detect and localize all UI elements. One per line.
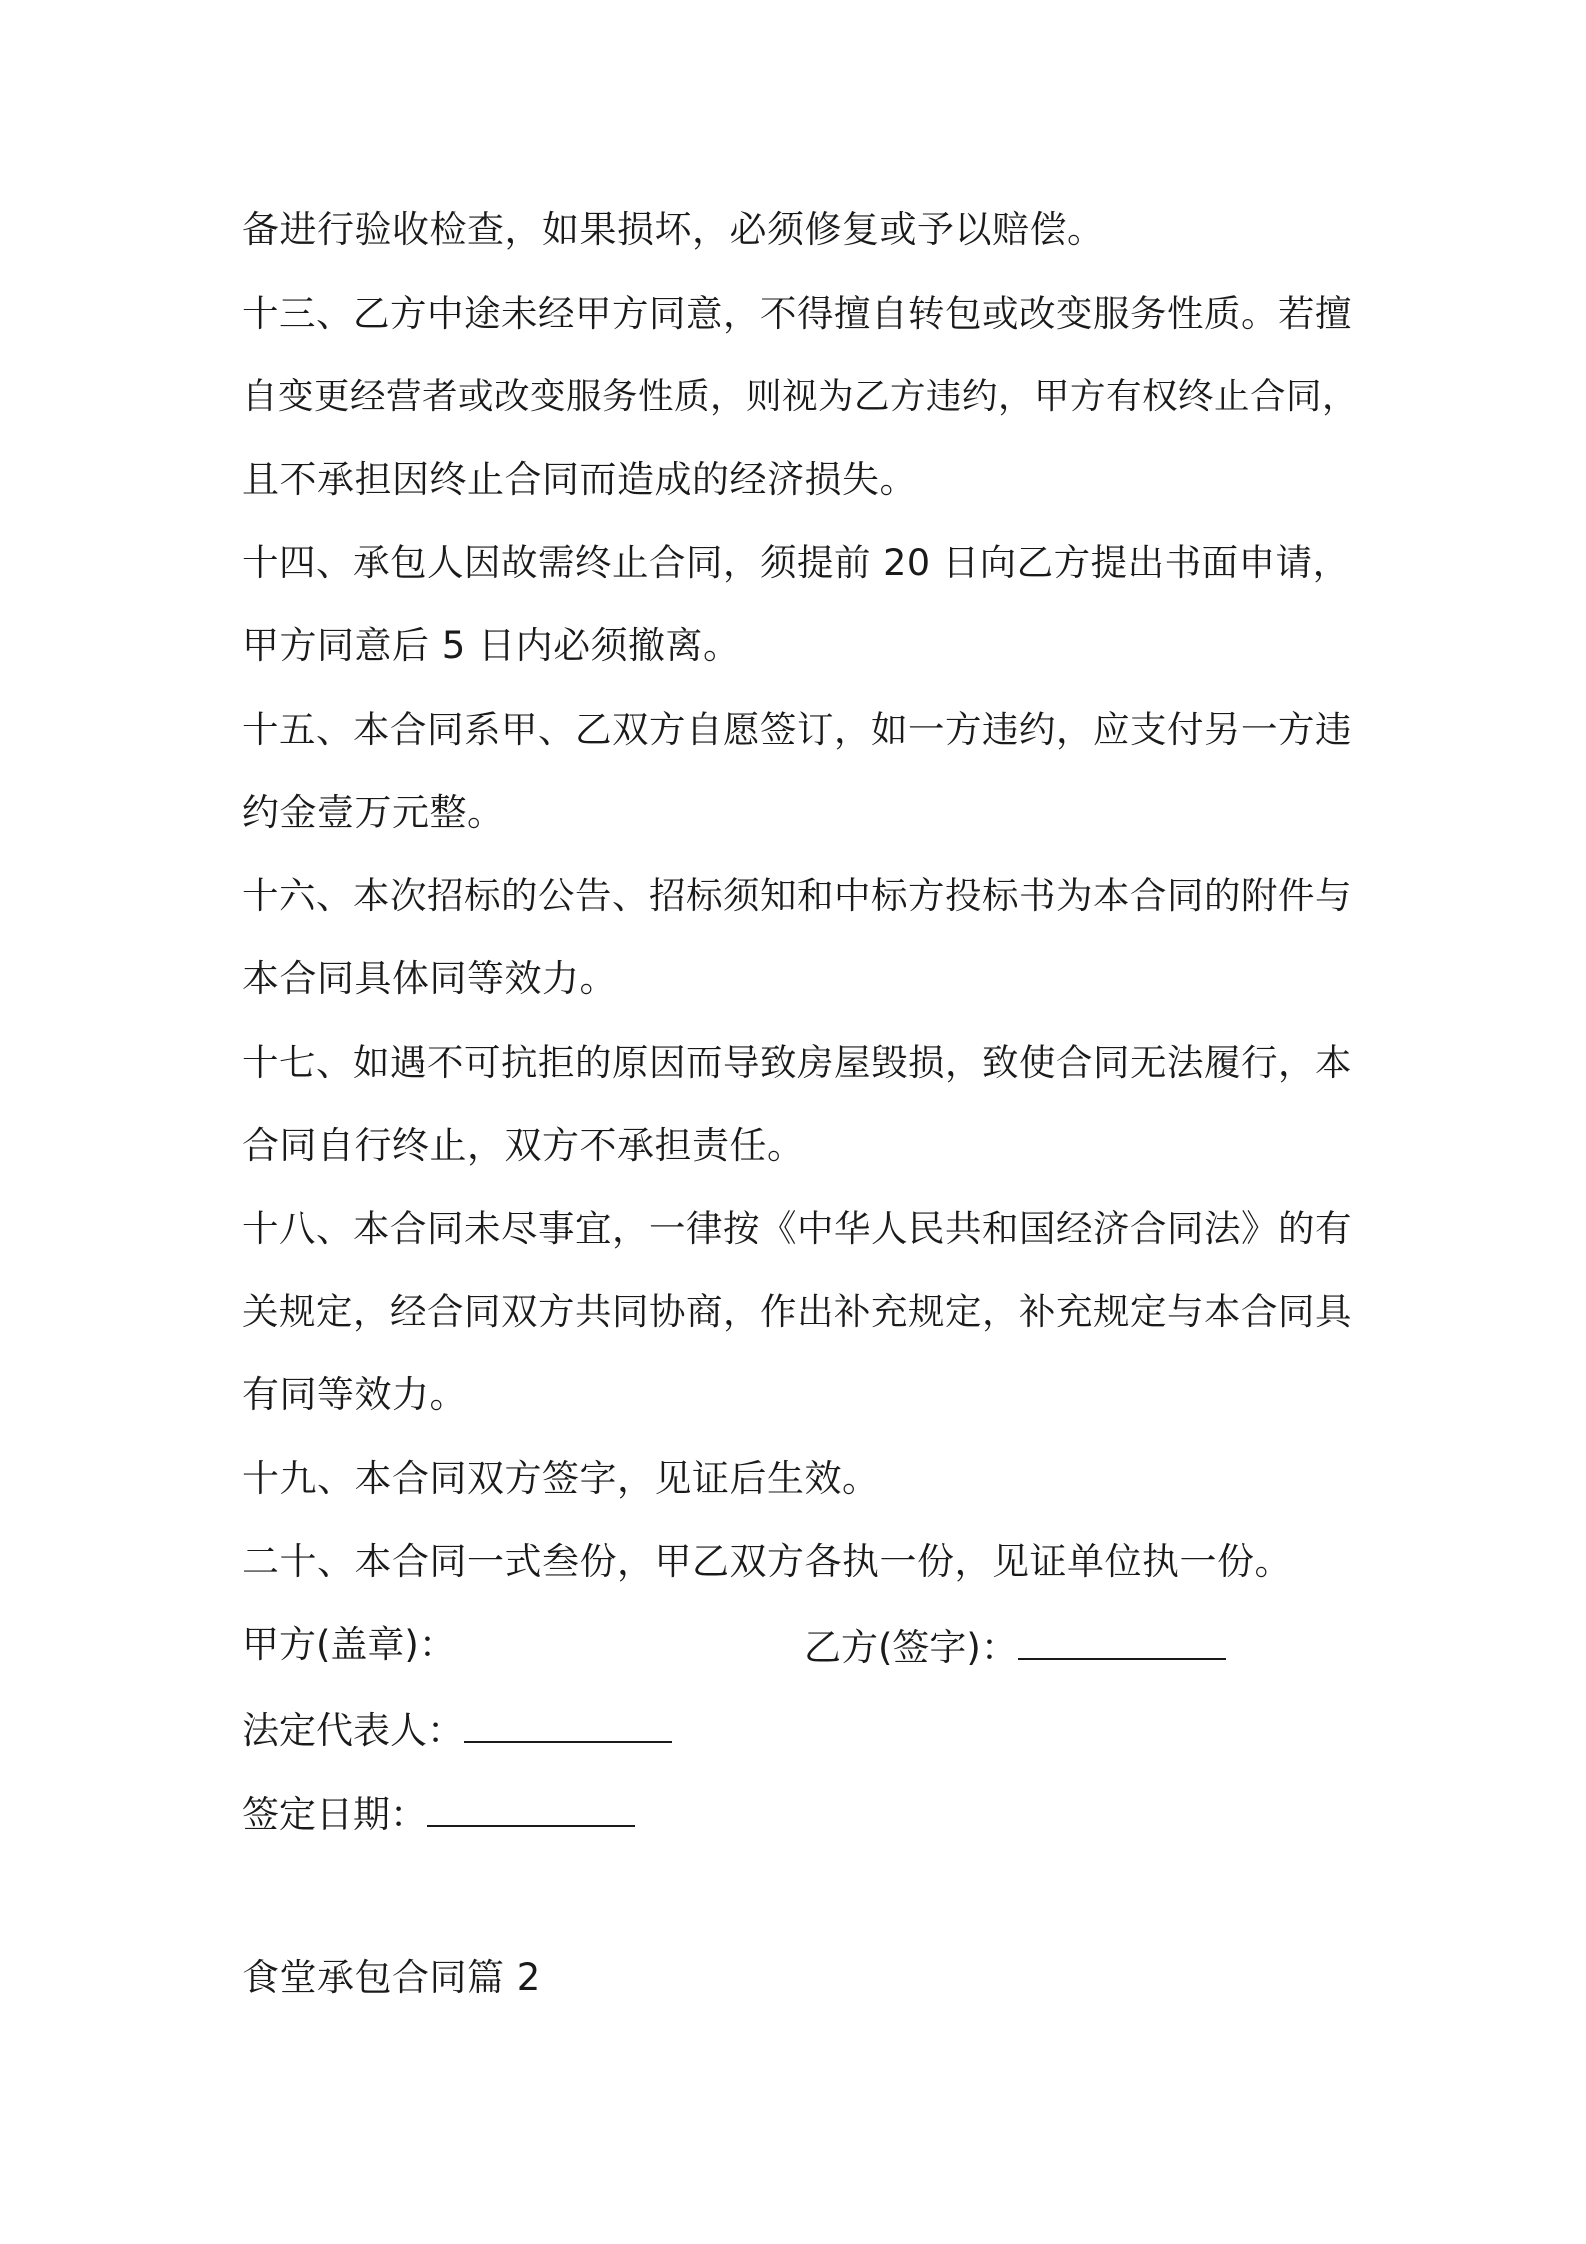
party-b-signature-blank [1018, 1620, 1226, 1660]
party-b-label: 乙方(签字)： [804, 1626, 1018, 1669]
clause-17-line-2: 合同自行终止，双方不承担责任。 [242, 1124, 805, 1167]
clause-16-line-2: 本合同具体同等效力。 [242, 957, 617, 1000]
clause-13-line-1: 十三、乙方中途未经甲方同意，不得擅自转包或改变服务性质。若擅 [242, 292, 1352, 335]
clause-13-line-3: 且不承担因终止合同而造成的经济损失。 [242, 458, 917, 501]
signing-date-label: 签定日期： [242, 1793, 427, 1836]
clause-13-line-2: 自变更经营者或改变服务性质，则视为乙方违约，甲方有权终止合同， [242, 376, 1359, 417]
clause-18-line-2: 关规定，经合同双方共同协商，作出补充规定，补充规定与本合同具 [242, 1290, 1352, 1333]
clause-14-line-1: 十四、承包人因故需终止合同，须提前 20 日向乙方提出书面申请， [242, 541, 1350, 584]
party-a-signature [242, 1620, 456, 1670]
clause-16-line-1: 十六、本次招标的公告、招标须知和中标方投标书为本合同的附件与 [242, 874, 1352, 917]
clause-line: 备进行验收检查，如果损坏，必须修复或予以赔偿。 [242, 208, 1105, 251]
clause-17-line-1: 十七、如遇不可抗拒的原因而导致房屋毁损，致使合同无法履行，本 [242, 1041, 1352, 1084]
signing-date [242, 1787, 635, 1840]
signing-date-blank [427, 1787, 635, 1827]
legal-rep-blank [464, 1703, 672, 1743]
clause-15-line-1: 十五、本合同系甲、乙双方自愿签订，如一方违约，应支付另一方违 [242, 708, 1352, 751]
clause-19-line-1: 十九、本合同双方签字，见证后生效。 [242, 1457, 880, 1500]
legal-rep-label: 法定代表人： [242, 1709, 464, 1752]
clause-18-line-1: 十八、本合同未尽事宜，一律按《中华人民共和国经济合同法》的有 [242, 1207, 1352, 1250]
clause-15-line-2: 约金壹万元整。 [242, 791, 505, 834]
next-section-title: 食堂承包合同篇 2 [242, 1956, 541, 1999]
party-b-signature [804, 1620, 1226, 1673]
legal-rep-signature [242, 1703, 672, 1756]
clause-18-line-3: 有同等效力。 [242, 1373, 467, 1416]
clause-20-line-1: 二十、本合同一式叁份，甲乙双方各执一份，见证单位执一份。 [242, 1540, 1292, 1583]
party-a-label: 甲方(盖章)： [242, 1623, 456, 1666]
clause-14-line-2: 甲方同意后 5 日内必须撤离。 [242, 624, 741, 667]
